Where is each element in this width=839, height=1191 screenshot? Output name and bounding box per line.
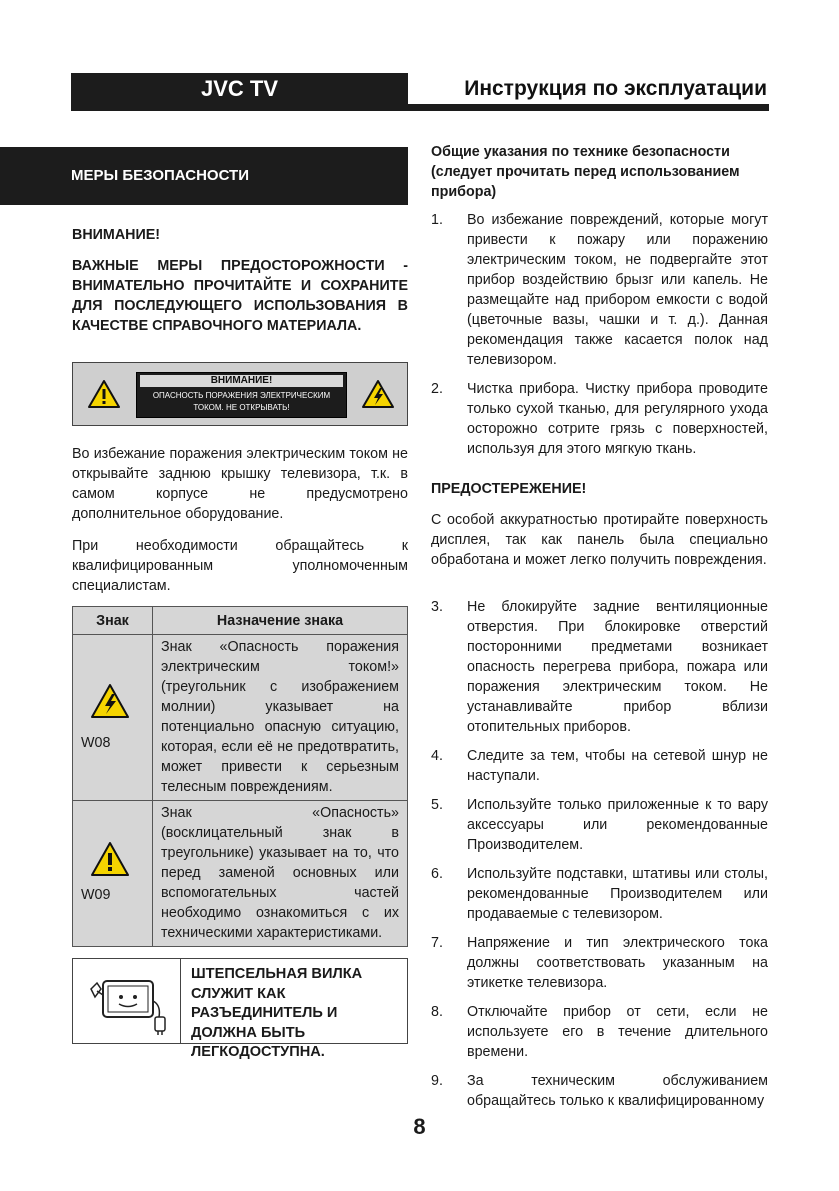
item-text: Чистка прибора. Чистку прибора проводите только сухой тканью, для регулярного ухода осторожно сотрите грязь с поверхностей, используя для этого мягкую ткань.	[467, 381, 768, 457]
page-number: 8	[413, 1114, 426, 1139]
lightning-warning-triangle-icon	[361, 379, 395, 409]
section-title: МЕРЫ БЕЗОПАСНОСТИ	[0, 147, 408, 205]
warning-label-box	[72, 362, 408, 426]
list-item	[431, 795, 768, 855]
list-item	[431, 597, 768, 737]
general-safety-title: Общие указания по технике безопасности (следует прочитать перед использованием прибора)	[431, 144, 740, 200]
item-number: 9.	[431, 1073, 443, 1089]
plug-note-text: ШТЕПСЕЛЬНАЯ ВИЛКА СЛУЖИТ КАК РАЗЪЕДИНИТЕЛЬ И ДОЛЖНА БЫТЬ ЛЕГКОДОСТУПНА.	[191, 966, 363, 1060]
list-item	[431, 864, 768, 924]
sign-description: Знак «Опасность» (восклицательный знак в треугольнике) указывает на то, что перед заменой основных или вспомогательных частей необходимо ознакомиться с их техническими характеристиками.	[153, 801, 408, 947]
sign-code: W08	[81, 735, 111, 751]
item-number: 4.	[431, 748, 443, 764]
paragraph-back-cover: Во избежание поражения электрическим током не открывайте заднюю крышку телевизора, т.к. в самом корпусе не предусмотрено дополнительное оборудование.	[72, 446, 408, 522]
item-text: Напряжение и тип электрического тока должны соответствовать указанным на этикетке телевизора.	[467, 935, 768, 991]
column-sign: Знак	[73, 607, 153, 635]
warning-label-text: ОПАСНОСТЬ ПОРАЖЕНИЯ ЭЛЕКТРИЧЕСКИМ ТОКОМ. НЕ ОТКРЫВАТЬ!	[152, 391, 331, 412]
sign-cell	[73, 635, 153, 801]
attention-heading: ВНИМАНИЕ!	[72, 227, 161, 243]
item-text: За техническим обслуживанием обращайтесь только к квалифицированному	[467, 1073, 768, 1109]
caution-heading: ПРЕДОСТЕРЕЖЕНИЕ!	[431, 481, 587, 497]
list-item	[431, 210, 768, 370]
item-text: Используйте подставки, штативы или столы, рекомендованные Производителем или продаваемые с телевизором.	[467, 866, 768, 922]
important-notice: ВАЖНЫЕ МЕРЫ ПРЕДОСТОРОЖНОСТИ - ВНИМАТЕЛЬНО ПРОЧИТАЙТЕ И СОХРАНИТЕ ДЛЯ ПОСЛЕДУЮЩЕГО ИСПОЛЬЗОВАНИЯ В КАЧЕСТВЕ СПРАВОЧНОГО МАТЕРИАЛА.	[72, 258, 408, 334]
lightning-warning-triangle-icon	[90, 683, 130, 719]
item-number: 6.	[431, 866, 443, 882]
tv-plug-icon	[73, 959, 181, 1043]
sign-code: W09	[81, 887, 111, 903]
list-item	[431, 746, 768, 786]
signs-table	[72, 606, 408, 947]
sign-cell	[73, 801, 153, 947]
column-meaning: Назначение знака	[153, 607, 408, 635]
header-manual-title: Инструкция по эксплуатации	[408, 73, 769, 111]
list-item	[431, 933, 768, 993]
header-brand: JVC TV	[71, 73, 408, 111]
list-item	[431, 1071, 768, 1111]
paragraph-specialists: При необходимости обращайтесь к квалифицированным уполномоченным специалистам.	[72, 538, 408, 594]
plug-illustration	[73, 959, 181, 1043]
item-number: 2.	[431, 381, 443, 397]
warning-label	[136, 372, 347, 418]
caution-text: С особой аккуратностью протирайте поверхность дисплея, так как панель была специально обработана и может легко получить повреждения.	[431, 512, 768, 568]
item-text: Не блокируйте задние вентиляционные отверстия. При блокировке отверстий посторонними предметами возникает опасность перегрева прибора, пожара или поражения электрическим током. Не устанавливайте прибор вблизи отопительных приборов.	[467, 599, 768, 735]
exclamation-warning-triangle-icon	[90, 841, 130, 877]
item-text: Используйте только приложенные к то вару аксессуары или рекомендованные Производителем.	[467, 797, 768, 853]
plug-note-box	[72, 958, 408, 1060]
item-text: Следите за тем, чтобы на сетевой шнур не наступали.	[467, 748, 768, 784]
item-text: Отключайте прибор от сети, если не используете его в течение длительного времени.	[467, 1004, 768, 1060]
list-item	[431, 1002, 768, 1062]
table-row	[73, 801, 408, 947]
warning-label-title: ВНИМАНИЕ!	[140, 375, 343, 387]
item-number: 3.	[431, 599, 443, 615]
safety-list-a	[431, 210, 768, 468]
item-number: 1.	[431, 212, 443, 228]
item-number: 7.	[431, 935, 443, 951]
table-header-row	[73, 607, 408, 635]
table-row	[73, 635, 408, 801]
list-item	[431, 379, 768, 459]
safety-list-b	[431, 597, 768, 1120]
item-number: 5.	[431, 797, 443, 813]
item-text: Во избежание повреждений, которые могут привести к пожару или поражению электрическим током, не подвергайте этот прибор воздействию брызг или капель. Не размещайте над прибором емкости с водой (цветочные вазы, чашки и т. д.). Данная рекомендация также касается полок над телевизором.	[467, 212, 768, 368]
exclamation-warning-triangle-icon	[87, 379, 121, 409]
sign-description: Знак «Опасность поражения электрическим током!» (треугольник с изображением молнии) указывает на потенциально опасную ситуацию, которая, если её не предотвратить, может привести к серьезным телесным повреждениям.	[153, 635, 408, 801]
item-number: 8.	[431, 1004, 443, 1020]
